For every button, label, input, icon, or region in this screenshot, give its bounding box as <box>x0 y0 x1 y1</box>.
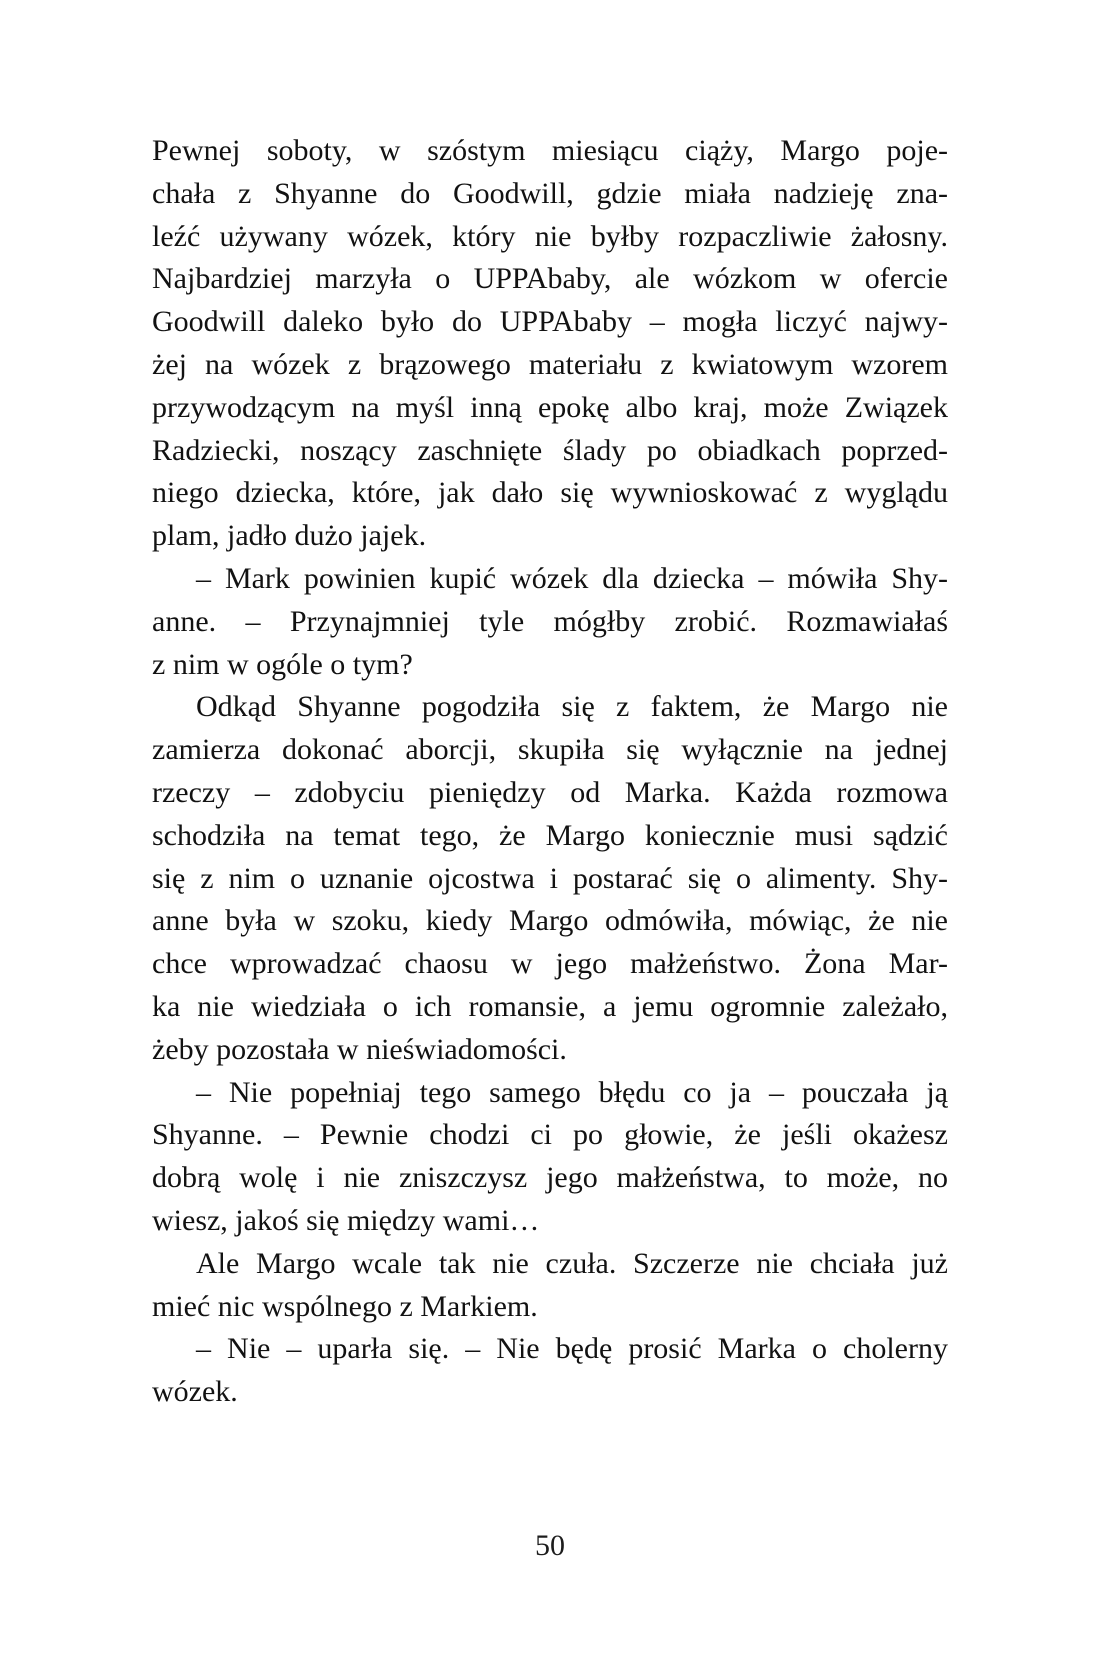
text-line: plam, jadło dużo jajek. <box>152 519 427 553</box>
text-line: Odkąd Shyanne pogodziła się z faktem, że Margo nie <box>196 690 948 724</box>
text-line: Shyanne. – Pewnie chodzi ci po głowie, że jeśli okażesz <box>152 1118 948 1152</box>
text-line: anne. – Przynajmniej tyle mógłby zrobić. Rozmawiałaś <box>152 604 948 638</box>
text-line: – Mark powinien kupić wózek dla dziecka – mówiła Shy- <box>196 561 948 595</box>
text-line: się z nim o uznanie ojcostwa i postarać się o alimenty. Shy- <box>152 861 948 895</box>
text-line: rzeczy – zdobyciu pieniędzy od Marka. Każda rozmowa <box>152 775 948 809</box>
body-text <box>152 130 948 1414</box>
text-line: Pewnej soboty, w szóstym miesiącu ciąży, Margo poje- <box>152 134 948 167</box>
text-line: chce wprowadzać chaosu w jego małżeństwo. Żona Mar- <box>152 947 948 981</box>
text-line: z nim w ogóle o tym? <box>152 647 413 681</box>
text-line: mieć nic wspólnego z Markiem. <box>152 1289 538 1323</box>
text-line: Goodwill daleko było do UPPAbaby – mogła liczyć najwy- <box>152 305 948 339</box>
text-line: żej na wózek z brązowego materiału z kwiatowym wzorem <box>152 347 948 381</box>
text-line: niego dziecka, które, jak dało się wywnioskować z wyglądu <box>152 476 948 510</box>
text-line: – Nie – uparła się. – Nie będę prosić Marka o cholerny <box>196 1332 948 1366</box>
text-line: żeby pozostała w nieświadomości. <box>152 1032 567 1066</box>
text-line: anne była w szoku, kiedy Margo odmówiła, mówiąc, że nie <box>152 904 948 938</box>
text-line: przywodzącym na myśl inną epokę albo kraj, może Związek <box>152 390 948 424</box>
text-line: ka nie wiedziała o ich romansie, a jemu ogromnie zależało, <box>152 989 948 1023</box>
page-number: 50 <box>535 1529 565 1562</box>
text-line: Najbardziej marzyła o UPPAbaby, ale wózkom w ofercie <box>152 262 948 296</box>
text-line: zamierza dokonać aborcji, skupiła się wyłącznie na jednej <box>152 733 948 767</box>
text-line: Ale Margo wcale tak nie czuła. Szczerze nie chciała już <box>196 1246 948 1280</box>
text-line: wózek. <box>152 1375 238 1409</box>
text-line: – Nie popełniaj tego samego błędu co ja – pouczała ją <box>196 1075 948 1109</box>
text-line: wiesz, jakoś się między wami… <box>152 1203 540 1237</box>
text-line: chała z Shyanne do Goodwill, gdzie miała nadzieję zna- <box>152 176 948 210</box>
text-line: dobrą wolę i nie zniszczysz jego małżeństwa, to może, no <box>152 1161 948 1195</box>
text-line: leźć używany wózek, który nie byłby rozpaczliwie żałosny. <box>152 219 948 253</box>
text-line: schodziła na temat tego, że Margo koniecznie musi sądzić <box>152 818 948 852</box>
text-line: Radziecki, noszący zaschnięte ślady po obiadkach poprzed- <box>152 433 948 467</box>
